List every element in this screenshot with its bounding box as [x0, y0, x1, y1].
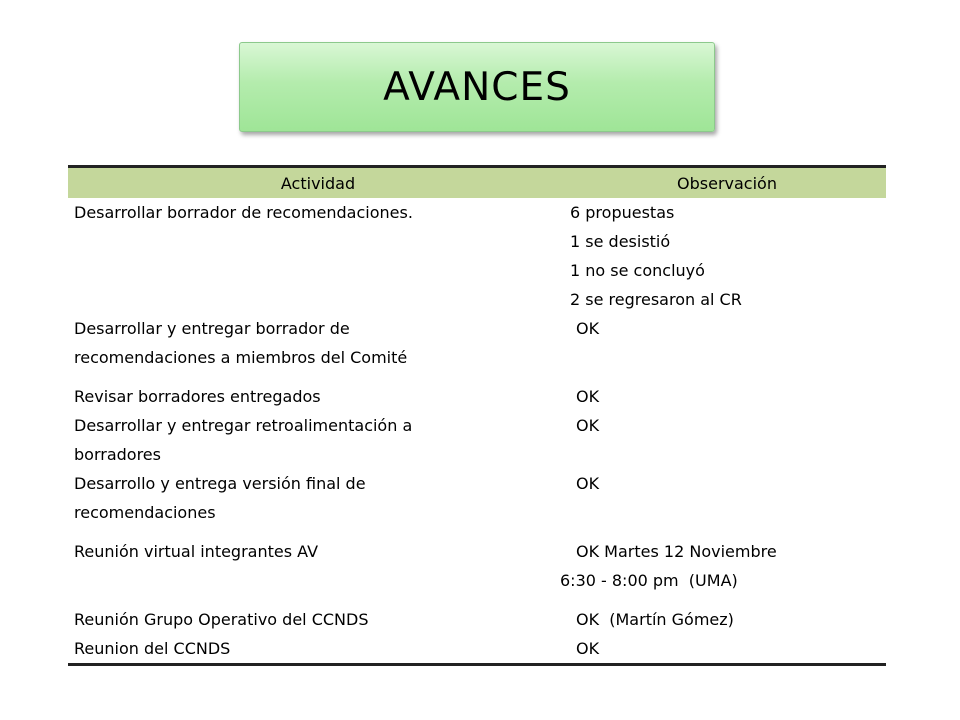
table-row	[68, 314, 886, 372]
table-row	[68, 469, 886, 527]
table-header	[68, 168, 886, 198]
observation-cell	[560, 537, 886, 595]
header-observation: Observación	[677, 173, 777, 193]
activity-line: recomendaciones	[74, 503, 216, 522]
activity-line: Desarrollar y entregar retroalimentación a	[74, 416, 413, 435]
activity-line: borradores	[74, 445, 161, 464]
observation-cell	[568, 198, 886, 314]
activity-cell	[68, 382, 568, 411]
activity-line: Reunion del CCNDS	[74, 639, 231, 658]
activity-cell	[68, 469, 568, 527]
observation-line: OK Martes 12 Noviembre	[576, 542, 777, 561]
activity-line: Desarrollo y entrega versión final de	[74, 474, 366, 493]
activity-line: recomendaciones a miembros del Comité	[74, 348, 408, 367]
observation-line: OK	[576, 474, 600, 493]
observation-line: OK	[576, 387, 600, 406]
observation-line: 6 propuestas	[570, 203, 675, 222]
table-row	[68, 411, 886, 469]
table-row	[68, 605, 886, 634]
title-box	[239, 42, 715, 132]
observation-line: 1 no se concluyó	[570, 261, 705, 280]
activity-cell	[68, 537, 568, 595]
activity-line: Desarrollar y entregar borrador de	[74, 319, 350, 338]
table-row	[68, 198, 886, 314]
activity-line: Reunión virtual integrantes AV	[74, 542, 319, 561]
activity-cell	[68, 605, 568, 634]
page-title: AVANCES	[383, 64, 571, 110]
activity-cell	[68, 411, 568, 469]
progress-table	[68, 165, 886, 666]
observation-cell	[568, 469, 886, 527]
table-row	[68, 634, 886, 663]
observation-line: 6:30 - 8:00 pm (UMA)	[560, 571, 738, 590]
observation-line: OK	[576, 416, 600, 435]
observation-cell	[568, 382, 886, 411]
activity-line: Desarrollar borrador de recomendaciones.	[74, 203, 413, 222]
observation-line: 2 se regresaron al CR	[570, 290, 742, 309]
observation-cell	[568, 314, 886, 372]
observation-cell	[568, 634, 886, 663]
activity-line: Revisar borradores entregados	[74, 387, 321, 406]
observation-line: OK	[576, 319, 600, 338]
observation-line: OK	[576, 639, 600, 658]
activity-cell	[68, 198, 568, 314]
activity-cell	[68, 634, 568, 663]
table-row	[68, 537, 886, 595]
observation-cell	[568, 605, 886, 634]
activity-cell	[68, 314, 568, 372]
header-activity: Actividad	[280, 173, 356, 193]
table-row	[68, 382, 886, 411]
observation-line: OK (Martín Gómez)	[576, 610, 734, 629]
observation-line: 1 se desistió	[570, 232, 671, 251]
activity-line: Reunión Grupo Operativo del CCNDS	[74, 610, 369, 629]
observation-cell	[568, 411, 886, 469]
